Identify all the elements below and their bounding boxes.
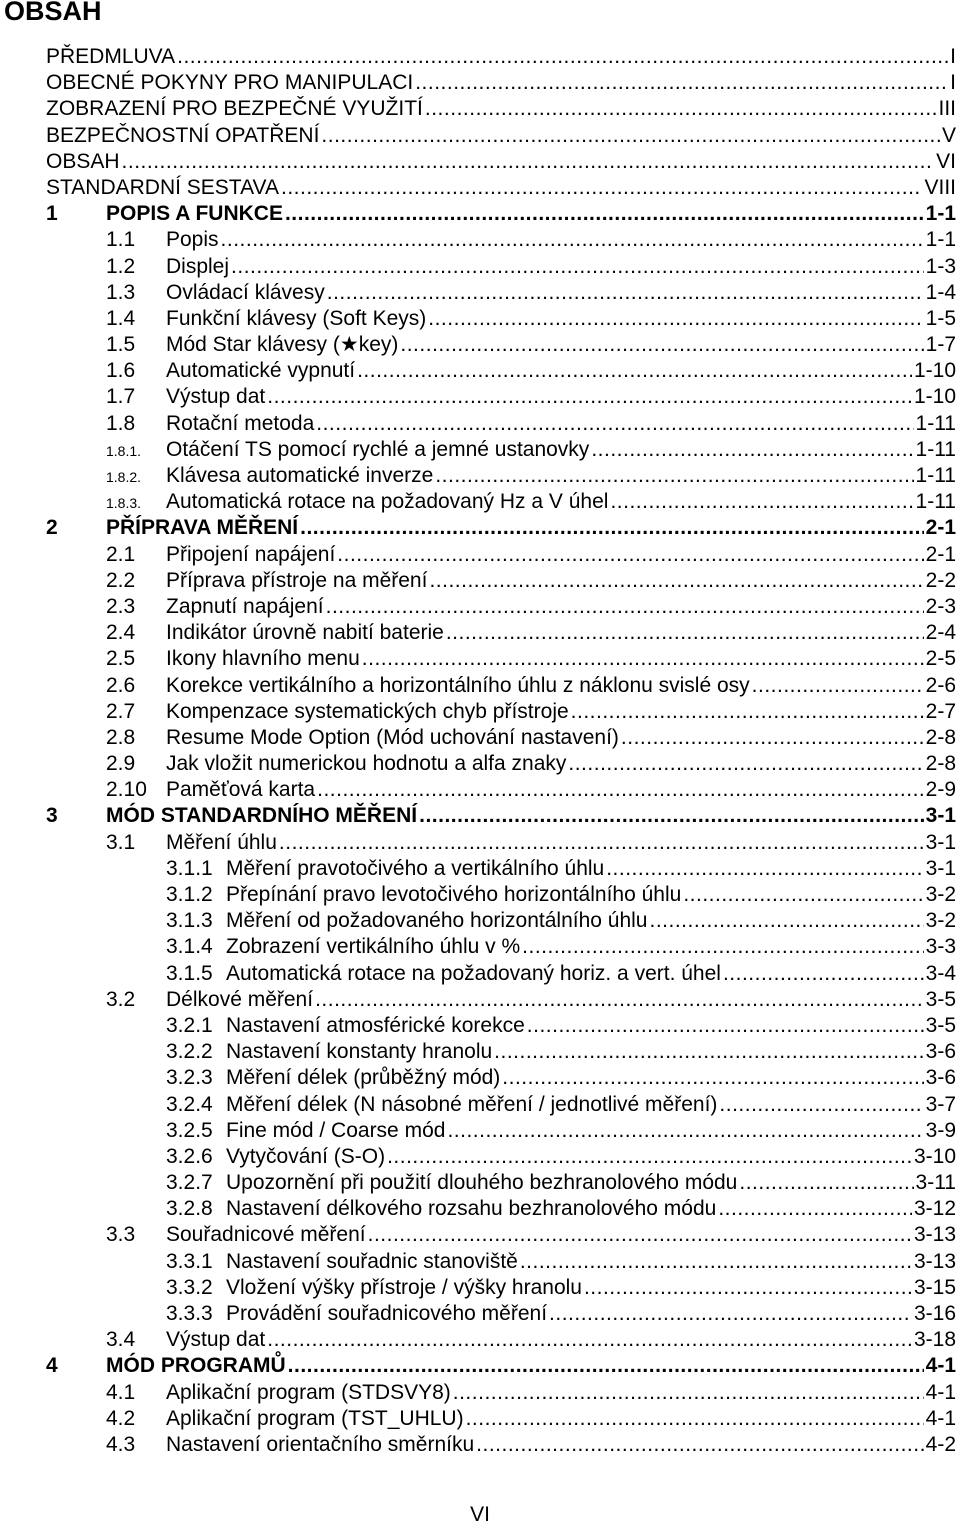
toc-entry-number: 2.3 xyxy=(106,594,136,618)
toc-entry-page: 3-3 xyxy=(925,935,956,959)
toc-entry-page: 2-6 xyxy=(925,673,956,697)
toc-entry-number: 4 xyxy=(46,1354,58,1378)
dot-leader xyxy=(649,908,923,934)
toc-entry-page: 2-8 xyxy=(925,725,956,749)
toc-entry-title: Nastavení atmosférické korekce xyxy=(226,1013,525,1037)
toc-entry[interactable] xyxy=(46,725,956,751)
toc-entry-number: 3.1.1 xyxy=(166,856,213,880)
toc-entry[interactable] xyxy=(46,1196,956,1222)
toc-entry-title: Kompenzace systematických chyb přístroje xyxy=(166,699,569,723)
toc-entry[interactable] xyxy=(46,332,956,358)
toc-entry[interactable] xyxy=(46,201,956,227)
toc-entry-page: 2-1 xyxy=(925,542,956,566)
toc-entry-number: 3.1.4 xyxy=(166,935,213,959)
toc-entry-number: 1.8.2. xyxy=(106,469,142,485)
toc-entry-number: 3.2.7 xyxy=(166,1171,213,1195)
dot-leader xyxy=(494,1039,923,1065)
toc-entry-page: 1-7 xyxy=(925,333,956,357)
toc-entry-page: 3-1 xyxy=(925,830,956,854)
toc-entry-page: VI xyxy=(936,149,956,173)
toc-entry-title: Vytyčování (S-O) xyxy=(226,1144,386,1168)
toc-entry[interactable] xyxy=(46,306,956,332)
toc-entry-number: 1.6 xyxy=(106,359,136,383)
page-number: VI xyxy=(470,1503,490,1526)
toc-entry[interactable] xyxy=(46,1144,956,1170)
toc-entry-page: 3-5 xyxy=(925,987,956,1011)
toc-entry-number: 3 xyxy=(46,804,58,828)
toc-entry[interactable] xyxy=(46,1432,956,1458)
toc-entry-page: I xyxy=(950,45,956,68)
toc-entry-number: 2.7 xyxy=(106,699,136,723)
toc-entry[interactable] xyxy=(46,44,956,70)
toc-entry-page: VIII xyxy=(924,175,956,199)
toc-entry-page: 2-2 xyxy=(925,568,956,592)
dot-leader xyxy=(326,594,924,620)
toc-entry-page: 1-11 xyxy=(915,490,956,514)
dot-leader xyxy=(315,987,924,1013)
toc-entry-title: Zapnutí napájení xyxy=(166,594,324,618)
dot-leader xyxy=(520,1249,912,1275)
toc-entry-number: 2.8 xyxy=(106,725,136,749)
toc-entry[interactable] xyxy=(46,489,956,515)
toc-entry-page: 1-4 xyxy=(925,280,956,304)
toc-entry-number: 2.6 xyxy=(106,673,136,697)
toc-entry[interactable] xyxy=(46,463,956,489)
toc-entry[interactable] xyxy=(46,673,956,699)
toc-entry[interactable] xyxy=(46,1222,956,1248)
toc-entry-number: 3.2.6 xyxy=(166,1144,213,1168)
toc-entry[interactable] xyxy=(46,934,956,960)
toc-entry[interactable] xyxy=(46,70,956,96)
dot-leader xyxy=(428,306,923,332)
toc-entry[interactable] xyxy=(46,751,956,777)
toc-entry-title: Měření od požadovaného horizontálního úhlu xyxy=(226,909,648,933)
toc-entry-page: 3-12 xyxy=(913,1197,956,1221)
toc-entry-page: V xyxy=(941,123,956,147)
toc-entry[interactable] xyxy=(46,515,956,541)
toc-entry-number: 1.7 xyxy=(106,385,136,409)
toc-entry-number: 3.3 xyxy=(106,1223,136,1247)
toc-entry[interactable] xyxy=(46,254,956,280)
dot-leader xyxy=(177,44,948,70)
toc-entry-title: Nastavení souřadnic stanoviště xyxy=(226,1249,518,1273)
toc-entry-number: 2 xyxy=(46,516,58,540)
toc-entry-page: 3-7 xyxy=(925,1092,956,1116)
toc-entry-number: 3.1 xyxy=(106,830,136,854)
dot-leader xyxy=(453,1380,924,1406)
toc-entry-number: 2.2 xyxy=(106,568,136,592)
dot-leader xyxy=(606,856,923,882)
toc-entry-title: Délkové měření xyxy=(166,987,314,1011)
toc-entry[interactable] xyxy=(46,908,956,934)
toc-entry-title: STANDARDNÍ SESTAVA xyxy=(46,175,279,199)
toc-entry-title: Souřadnicové měření xyxy=(166,1223,366,1247)
toc-entry-number: 3.1.5 xyxy=(166,961,213,985)
toc-entry[interactable] xyxy=(46,1039,956,1065)
dot-leader xyxy=(221,227,924,253)
toc-entry[interactable] xyxy=(46,568,956,594)
toc-entry-page: 1-11 xyxy=(915,437,956,461)
toc-entry-title: Korekce vertikálního a horizontálního úhlu z náklonu svislé osy xyxy=(166,673,750,697)
dot-leader xyxy=(362,646,924,672)
toc-entry-page: 4-1 xyxy=(925,1406,956,1430)
dot-leader xyxy=(610,489,913,515)
toc-entry-number: 3.1.3 xyxy=(166,909,213,933)
toc-entry[interactable] xyxy=(46,175,956,201)
toc-entry-title: Nastavení délkového rozsahu bezhranolového módu xyxy=(226,1197,717,1221)
dot-leader xyxy=(522,934,923,960)
toc-entry-title: PŘEDMLUVA xyxy=(46,45,176,68)
dot-leader xyxy=(584,1275,912,1301)
dot-leader xyxy=(316,411,913,437)
toc-entry-number: 3.1.2 xyxy=(166,883,213,906)
toc-entry-page: III xyxy=(938,97,956,121)
dot-leader xyxy=(279,830,924,856)
toc-entry-number: 2.10 xyxy=(106,778,147,802)
toc-entry-number: 1 xyxy=(46,202,58,226)
toc-entry-page: 3-16 xyxy=(913,1302,956,1325)
toc-entry[interactable] xyxy=(46,699,956,725)
dot-leader xyxy=(752,673,924,699)
toc-entry-page: 3-11 xyxy=(915,1171,956,1195)
toc-entry-title: Rotační metoda xyxy=(166,411,315,435)
toc-entry-title: Měření délek (N násobné měření / jednotlivé měření) xyxy=(226,1092,718,1116)
toc-entry-number: 3.2.3 xyxy=(166,1066,213,1090)
toc-entry[interactable] xyxy=(46,1170,956,1196)
toc-entry-number: 2.5 xyxy=(106,647,136,671)
dot-leader xyxy=(337,542,923,568)
toc-entry-title: Připojení napájení xyxy=(166,542,336,566)
dot-leader xyxy=(591,437,913,463)
toc-entry-page: 4-2 xyxy=(925,1432,956,1456)
dot-leader xyxy=(447,1118,923,1144)
toc-entry-title: Měření délek (průběžný mód) xyxy=(226,1066,501,1090)
toc-entry-number: 3.2.8 xyxy=(166,1197,213,1221)
toc-entry[interactable] xyxy=(46,594,956,620)
toc-entry[interactable] xyxy=(46,803,956,829)
dot-leader xyxy=(527,1013,924,1039)
toc-entry[interactable] xyxy=(46,1301,956,1327)
dot-leader xyxy=(419,803,924,829)
toc-entry[interactable] xyxy=(46,646,956,672)
toc-entry[interactable] xyxy=(46,227,956,253)
toc-entry-title: PŘÍPRAVA MĚŘENÍ xyxy=(106,516,299,540)
toc-entry[interactable] xyxy=(46,1353,956,1379)
toc-entry-number: 2.1 xyxy=(106,542,136,566)
toc-entry-number: 1.1 xyxy=(106,228,136,252)
page-heading: OBSAH xyxy=(4,0,102,26)
dot-leader xyxy=(568,751,923,777)
toc-entry-title: Popis xyxy=(166,228,219,252)
toc-entry-page: 3-13 xyxy=(913,1223,956,1247)
toc-entry[interactable] xyxy=(46,830,956,856)
toc-entry-page: 3-9 xyxy=(925,1118,956,1142)
toc-entry-number: 3.3.3 xyxy=(166,1302,213,1325)
toc-entry-number: 1.5 xyxy=(106,333,136,357)
toc-entry-title: Jak vložit numerickou hodnotu a alfa znaky xyxy=(166,752,567,776)
toc-entry-title: Nastavení orientačního směrníku xyxy=(166,1432,475,1456)
toc-entry[interactable] xyxy=(46,856,956,882)
dot-leader xyxy=(415,70,948,96)
dot-leader xyxy=(281,175,923,201)
toc-entry-title: Displej xyxy=(166,254,230,278)
toc-entry-page: 2-5 xyxy=(925,647,956,671)
toc-entry-page: 2-4 xyxy=(925,621,956,645)
toc-entry[interactable] xyxy=(46,1327,956,1353)
toc-entry-title: Ovládací klávesy xyxy=(166,280,325,304)
toc-entry[interactable] xyxy=(46,1380,956,1406)
toc-entry-title: Ikony hlavního menu xyxy=(166,647,360,671)
toc-entry-title: OBECNÉ POKYNY PRO MANIPULACI xyxy=(46,71,414,95)
dot-leader xyxy=(429,568,923,594)
toc-entry[interactable] xyxy=(46,1065,956,1091)
dot-leader xyxy=(357,358,912,384)
toc-entry-page: 3-1 xyxy=(925,804,956,828)
toc-entry-title: Přepínání pravo levotočivého horizontálního úhlu xyxy=(226,883,682,906)
toc-entry-title: Otáčení TS pomocí rychlé a jemné ustanovky xyxy=(166,437,590,461)
toc-entry-page: I xyxy=(950,71,956,95)
toc-entry-page: 3-15 xyxy=(913,1275,956,1299)
toc-entry-title: Měření úhlu xyxy=(166,830,277,854)
toc-entry-page: 1-11 xyxy=(915,464,956,487)
toc-entry-number: 1.2 xyxy=(106,254,136,278)
dot-leader xyxy=(723,961,924,987)
dot-leader xyxy=(683,882,923,908)
toc-entry[interactable] xyxy=(46,96,956,122)
toc-entry-title: Zobrazení vertikálního úhlu v % xyxy=(226,935,521,959)
toc-entry-title: Automatická rotace na požadovaný Hz a V úhel xyxy=(166,490,609,514)
toc-entry[interactable] xyxy=(46,987,956,1013)
toc-entry-number: 1.8.1. xyxy=(106,442,142,459)
toc-entry[interactable] xyxy=(46,882,956,908)
toc-entry[interactable] xyxy=(46,280,956,306)
dot-leader xyxy=(446,620,924,646)
toc-entry-page: 2-8 xyxy=(925,752,956,776)
dot-leader xyxy=(327,280,924,306)
toc-entry-page: 2-3 xyxy=(925,594,956,618)
toc-entry-page: 3-10 xyxy=(913,1144,956,1168)
toc-entry-title: OBSAH xyxy=(46,149,120,173)
toc-entry-page: 1-1 xyxy=(925,202,956,226)
toc-entry-page: 2-1 xyxy=(925,516,956,540)
dot-leader xyxy=(285,201,924,227)
toc-entry-number: 3.2.4 xyxy=(166,1092,213,1116)
dot-leader xyxy=(400,332,923,358)
toc-entry-title: Aplikační program (STDSVY8) xyxy=(166,1380,451,1404)
toc-entry-page: 3-5 xyxy=(925,1013,956,1037)
toc-entry-title: Příprava přístroje na měření xyxy=(166,568,428,592)
toc-entry[interactable] xyxy=(46,358,956,384)
dot-leader xyxy=(719,1092,923,1118)
toc-entry-title: Automatické vypnutí xyxy=(166,359,356,383)
dot-leader xyxy=(621,725,924,751)
toc-entry-page: 1-5 xyxy=(925,306,956,330)
toc-entry-number: 3.3.1 xyxy=(166,1249,213,1273)
dot-leader xyxy=(267,1327,912,1353)
toc-entry-title: BEZPEČNOSTNÍ OPATŘENÍ xyxy=(46,123,320,147)
toc-entry-page: 1-3 xyxy=(925,254,956,278)
dot-leader xyxy=(476,1432,923,1458)
dot-leader xyxy=(502,1065,923,1091)
dot-leader xyxy=(368,1222,912,1248)
toc-entry[interactable] xyxy=(46,620,956,646)
toc-entry-title: Fine mód / Coarse mód xyxy=(226,1118,446,1142)
toc-entry-page: 3-6 xyxy=(925,1040,956,1064)
toc-entry-page: 1-11 xyxy=(915,411,956,435)
toc-entry-page: 2-9 xyxy=(925,778,956,802)
dot-leader xyxy=(571,699,924,725)
toc-entry-page: 3-2 xyxy=(925,909,956,933)
toc-entry-number: 1.3 xyxy=(106,280,136,304)
toc-entry[interactable] xyxy=(46,437,956,463)
toc-entry-page: 3-2 xyxy=(925,883,956,906)
toc-entry[interactable] xyxy=(46,777,956,803)
dot-leader xyxy=(435,463,913,489)
toc-entry[interactable] xyxy=(46,1275,956,1301)
toc-entry-number: 3.2.1 xyxy=(166,1013,213,1037)
toc-entry-title: Vložení výšky přístroje / výšky hranolu xyxy=(226,1275,582,1299)
toc-entry-page: 1-10 xyxy=(913,385,956,409)
toc-entry-page: 3-4 xyxy=(925,961,956,985)
toc-entry-page: 4-1 xyxy=(925,1354,956,1378)
toc-entry-number: 3.3.2 xyxy=(166,1275,213,1299)
toc-entry[interactable] xyxy=(46,1092,956,1118)
toc-entry[interactable] xyxy=(46,1406,956,1432)
toc-entry-title: Nastavení konstanty hranolu xyxy=(226,1040,493,1064)
toc-entry[interactable] xyxy=(46,1118,956,1144)
dot-leader xyxy=(739,1170,913,1196)
toc-entry-number: 4.2 xyxy=(106,1406,136,1430)
toc-entry-title: Klávesa automatické inverze xyxy=(166,464,434,487)
toc-entry-title: Funkční klávesy (Soft Keys) xyxy=(166,306,427,330)
dot-leader xyxy=(300,515,924,541)
dot-leader xyxy=(425,96,937,122)
toc-entry-page: 1-10 xyxy=(913,359,956,383)
toc-entry-title: Měření pravotočivého a vertikálního úhlu xyxy=(226,856,605,880)
toc-entry-page: 3-6 xyxy=(925,1066,956,1090)
toc-entry[interactable] xyxy=(46,149,956,175)
toc-entry-number: 3.2 xyxy=(106,987,136,1011)
toc-entry-title: MÓD PROGRAMŮ xyxy=(106,1354,286,1378)
toc-entry-page: 4-1 xyxy=(925,1380,956,1404)
toc-entry[interactable] xyxy=(46,384,956,410)
toc-entry-number: 4.1 xyxy=(106,1380,136,1404)
toc-entry-number: 3.2.2 xyxy=(166,1040,213,1064)
toc-entry-title: Automatická rotace na požadovaný horiz. a vert. úhel xyxy=(226,961,721,985)
toc-entry-page: 3-13 xyxy=(913,1249,956,1273)
dot-leader xyxy=(288,1353,924,1379)
dot-leader xyxy=(267,384,912,410)
dot-leader xyxy=(122,149,935,175)
toc-entry[interactable] xyxy=(46,961,956,987)
toc-entry[interactable] xyxy=(46,411,956,437)
toc-entry-title: Mód Star klávesy (★key) xyxy=(166,333,399,357)
toc-entry-title: Indikátor úrovně nabití baterie xyxy=(166,621,444,645)
dot-leader xyxy=(231,254,924,280)
toc-entry-number: 1.8 xyxy=(106,411,136,435)
table-of-contents xyxy=(46,44,956,1458)
dot-leader xyxy=(321,123,940,149)
toc-entry[interactable] xyxy=(46,1249,956,1275)
toc-entry-number: 4.3 xyxy=(106,1432,136,1456)
toc-entry-title: Aplikační program (TST_UHLU) xyxy=(166,1406,464,1430)
toc-entry-title: Upozornění při použití dlouhého bezhranolového módu xyxy=(226,1171,738,1195)
toc-entry-page: 2-7 xyxy=(925,699,956,723)
toc-entry-number: 1.8.3. xyxy=(106,495,142,512)
toc-entry-page: 3-18 xyxy=(913,1328,956,1352)
toc-entry-title: Provádění souřadnicového měření xyxy=(226,1302,548,1325)
dot-leader xyxy=(466,1406,924,1432)
toc-entry-page: 1-1 xyxy=(925,228,956,252)
toc-entry-title: MÓD STANDARDNÍHO MĚŘENÍ xyxy=(106,804,418,828)
toc-entry-number: 3.4 xyxy=(106,1328,136,1352)
toc-entry[interactable] xyxy=(46,123,956,149)
dot-leader xyxy=(549,1301,912,1327)
toc-entry-title: Výstup dat xyxy=(166,385,266,409)
toc-entry-number: 2.9 xyxy=(106,752,136,776)
toc-entry-title: Výstup dat xyxy=(166,1328,266,1352)
toc-entry-title: POPIS A FUNKCE xyxy=(106,202,283,226)
toc-entry[interactable] xyxy=(46,542,956,568)
toc-entry-page: 3-1 xyxy=(925,856,956,880)
dot-leader xyxy=(387,1144,912,1170)
toc-entry-number: 2.4 xyxy=(106,621,136,645)
toc-entry-title: Paměťová karta xyxy=(166,778,316,802)
dot-leader xyxy=(718,1196,912,1222)
toc-entry-title: ZOBRAZENÍ PRO BEZPEČNÉ VYUŽITÍ xyxy=(46,97,423,121)
toc-entry[interactable] xyxy=(46,1013,956,1039)
toc-entry-title: Resume Mode Option (Mód uchování nastavení) xyxy=(166,725,619,749)
dot-leader xyxy=(317,777,924,803)
toc-entry-number: 3.2.5 xyxy=(166,1118,213,1142)
toc-entry-number: 1.4 xyxy=(106,306,136,330)
